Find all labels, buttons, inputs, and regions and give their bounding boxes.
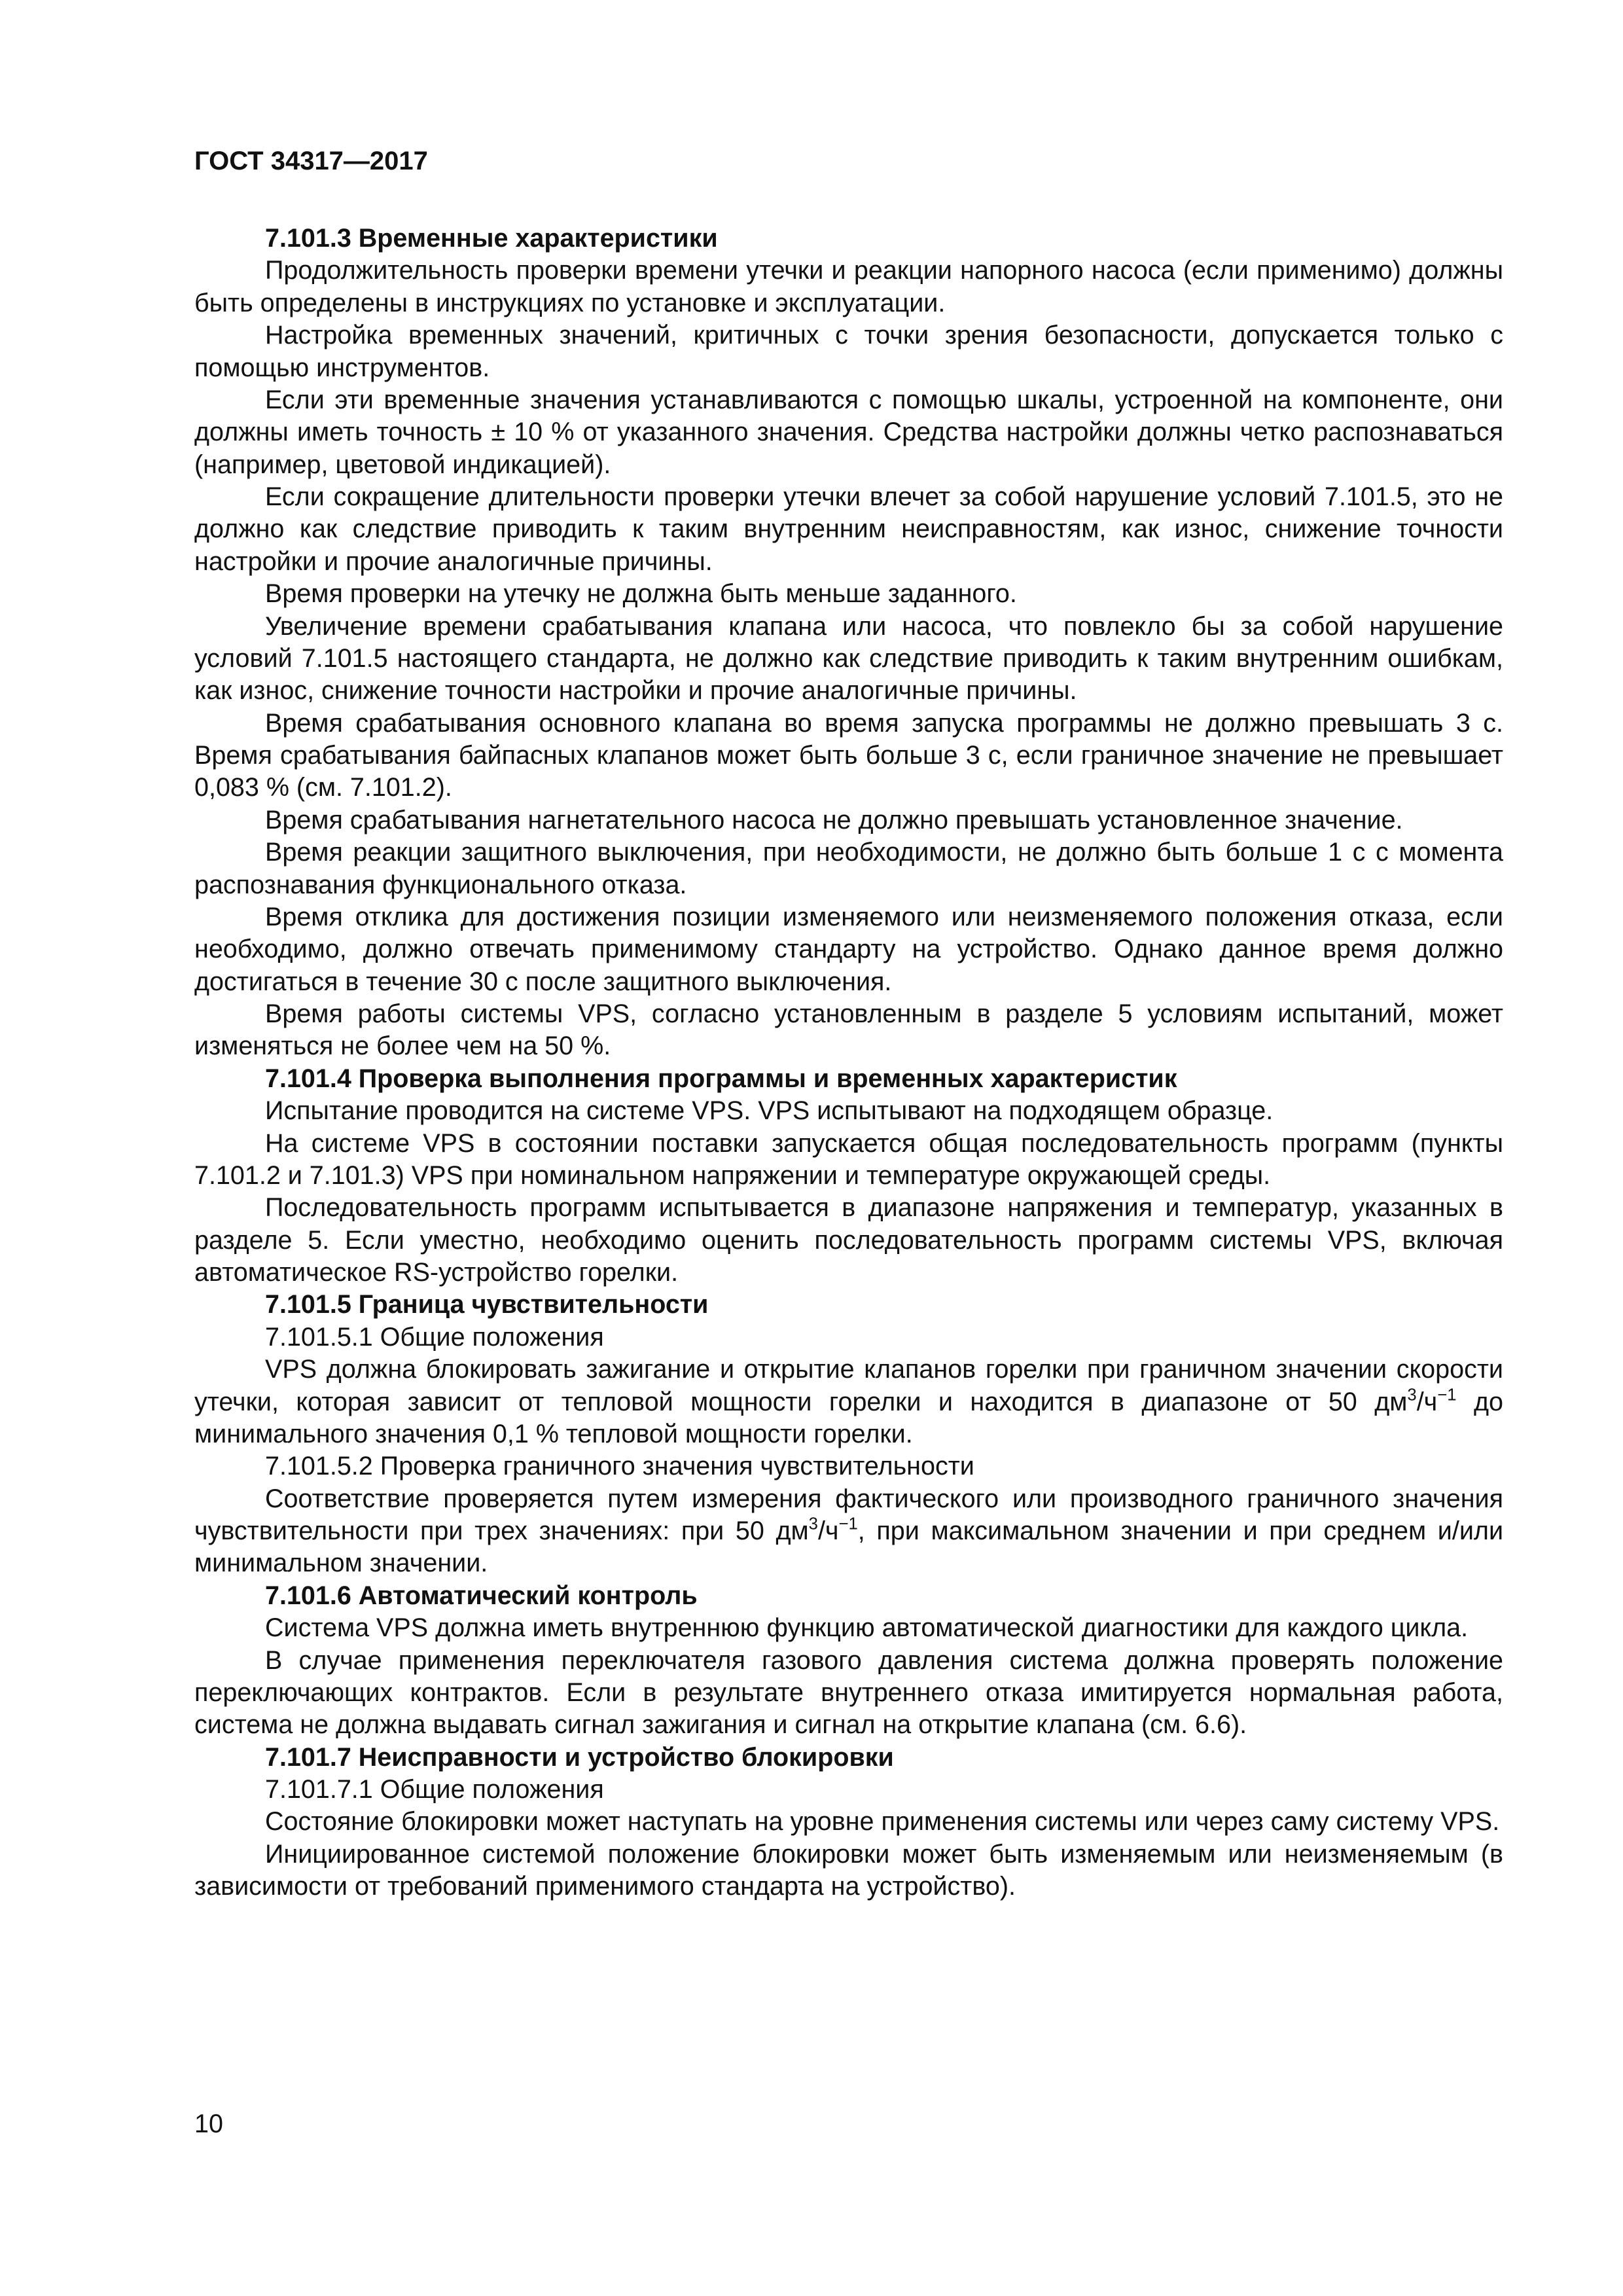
paragraph: Время реакции защитного выключения, при необходимости, не должно быть больше 1 с с момента распознавания функционального отказа.	[194, 838, 1503, 899]
paragraph: Продолжительность проверки времени утечки и реакции напорного насоса (если применимо) должны быть определены в инструкциях по установке и эксплуатации.	[194, 256, 1503, 317]
section-heading: 7.101.6 Автоматический контроль	[265, 1581, 698, 1610]
superscript: −1	[1437, 1386, 1457, 1405]
paragraph: Время проверки на утечку не должна быть меньше заданного.	[265, 579, 1017, 609]
paragraph: Последовательность программ испытывается в диапазоне напряжения и температур, указанных в разделе 5. Если уместно, необходимо оценить последовательность программ системы VPS, включая автоматическое RS-устройство горелки.	[194, 1193, 1503, 1287]
paragraph: Система VPS должна иметь внутреннюю функцию автоматической диагностики для каждого цикла.	[265, 1613, 1469, 1643]
paragraph: Состояние блокировки может наступать на уровне применения системы или через саму систему VPS.	[265, 1807, 1500, 1837]
paragraph: В случае применения переключателя газового давления система должна проверять положение переключающих контрактов. Если в результате внутреннего отказа имитируется нормальная работа, система не должна выдавать сигнал зажигания и сигнал на открытие клапана (см. 6.6).	[194, 1645, 1503, 1740]
text-run: до минимального значения 0,1 % тепловой мощности горелки.	[194, 1387, 1503, 1448]
paragraph: Если эти временные значения устанавливаются с помощью шкалы, устроенной на компоненте, они должны иметь точность ± 10 % от указанного значения. Средства настройки должны четко распознаваться (например, цветовой индикацией).	[194, 385, 1503, 479]
paragraph: Время срабатывания основного клапана во время запуска программы не должно превышать 3 с. Время срабатывания байпасных клапанов может быть больше 3 с, если граничное значение не превышает 0,083 % (см. 7.101.2).	[194, 708, 1503, 802]
paragraph: Время работы системы VPS, согласно установленным в разделе 5 условиям испытаний, может изменяться не более чем на 50 %.	[194, 999, 1503, 1061]
superscript: −1	[838, 1515, 858, 1534]
paragraph: Увеличение времени срабатывания клапана или насоса, что повлекло бы за собой нарушение условий 7.101.5 настоящего стандарта, не должно как следствие приводить к таким внутренним ошибкам, как износ, снижение точности настройки и прочие аналогичные причины.	[194, 611, 1503, 706]
superscript: 3	[808, 1515, 818, 1534]
section-heading: 7.101.5 Граница чувствительности	[265, 1290, 709, 1319]
section-heading: 7.101.4 Проверка выполнения программы и временных характеристик	[265, 1064, 1177, 1093]
paragraph	[194, 1483, 1503, 1580]
standard-designation: ГОСТ 34317—2017	[194, 147, 428, 175]
paragraph: Если сокращение длительности проверки утечки влечет за собой нарушение условий 7.101.5, это не должно как следствие приводить к таким внутренним неисправностям, как износ, снижение точности настройки и прочие аналогичные причины.	[194, 482, 1503, 576]
superscript: 3	[1407, 1386, 1417, 1405]
document-body	[194, 223, 1503, 1903]
paragraph: На системе VPS в состоянии поставки запускается общая последовательность программ (пункты 7.101.2 и 7.101.3) VPS при номинальном напряжении и температуре окружающей среды.	[194, 1128, 1503, 1190]
paragraph: Испытание проводится на системе VPS. VPS испытывают на подходящем образце.	[265, 1096, 1274, 1126]
subsection-heading: 7.101.5.2 Проверка граничного значения чувствительности	[265, 1452, 974, 1481]
paragraph: Время срабатывания нагнетательного насоса не должно превышать установленное значение.	[265, 805, 1403, 834]
paragraph	[194, 1354, 1503, 1450]
section-heading: 7.101.3 Временные характеристики	[265, 224, 718, 253]
section-heading: 7.101.7 Неисправности и устройство блокировки	[265, 1742, 894, 1772]
subsection-heading: 7.101.7.1 Общие положения	[265, 1775, 604, 1804]
text-run: , при максимальном значении и при среднем и/или минимальном значении.	[194, 1516, 1504, 1578]
paragraph: Время отклика для достижения позиции изменяемого или неизменяемого положения отказа, если необходимо, должно отвечать применимому стандарту на устройство. Однако данное время должно достигаться в течение 30 с после защитного выключения.	[194, 902, 1503, 996]
paragraph: Настройка временных значений, критичных с точки зрения безопасности, допускается только с помощью инструментов.	[194, 321, 1503, 382]
text-run: VPS должна блокировать зажигание и открытие клапанов горелки при граничном значении скорости утечки, которая зависит от тепловой мощности горелки и находится в диапазоне от 50 дм	[194, 1355, 1503, 1416]
text-run: /ч	[817, 1516, 839, 1545]
subsection-heading: 7.101.5.1 Общие положения	[265, 1322, 604, 1352]
text-run: /ч	[1416, 1387, 1438, 1416]
paragraph: Инициированное системой положение блокировки может быть изменяемым или неизменяемым (в зависимости от требований применимого стандарта на устройство).	[194, 1839, 1503, 1901]
page-number: 10	[194, 2109, 223, 2138]
text-run: Соответствие проверяется путем измерения фактического или производного граничного значения чувствительности при трех значениях: при 50 дм	[194, 1484, 1503, 1545]
